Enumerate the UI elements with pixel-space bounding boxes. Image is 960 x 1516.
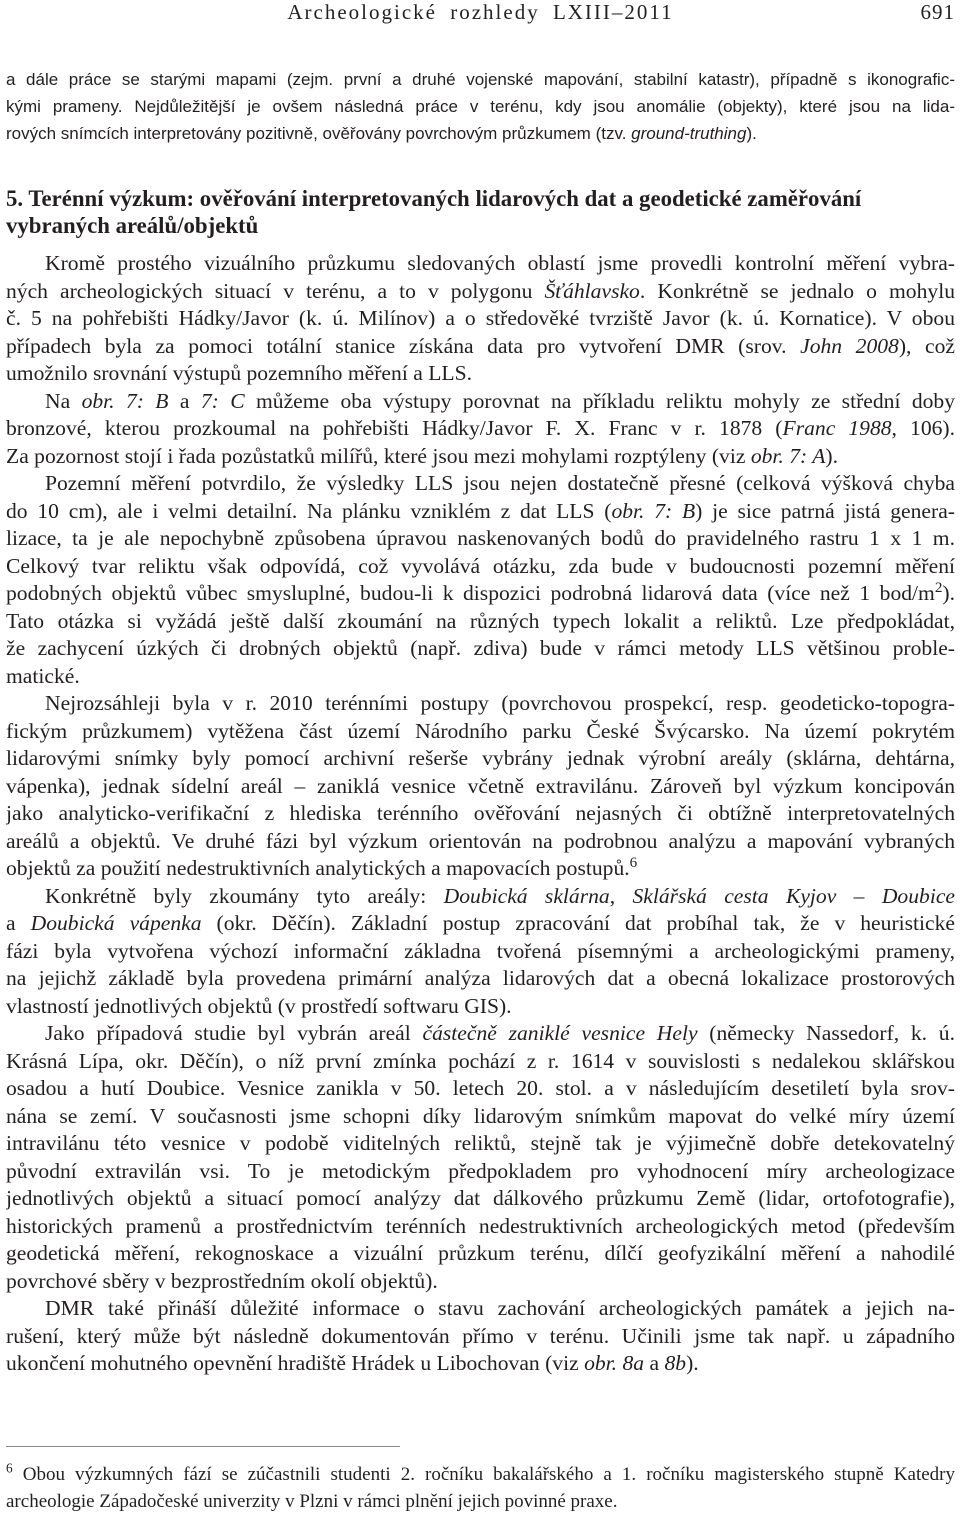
text-run: že zachycení úzkých či drobných objektů (např. zdiva) bude v rámci metody LLS většinou proble-	[6, 636, 955, 660]
text-run: Konkrétně byly zkoumány tyto areály:	[45, 883, 444, 908]
italic-text: Franc 1988	[782, 416, 892, 440]
text-run: ), což	[898, 333, 955, 358]
section-heading	[6, 185, 955, 239]
text-line	[6, 305, 955, 333]
paragraph	[6, 250, 955, 388]
text-line	[6, 120, 955, 147]
text-run: archeologie Západočeské univerzity v Plzni v rámci plnění jejich povinné praxe.	[6, 1491, 618, 1512]
italic-text: obr. 7: A	[750, 443, 826, 468]
text-line	[6, 663, 955, 691]
text-run: Jako případová studie byl vybrán areál	[45, 1021, 423, 1045]
text-line	[6, 415, 955, 443]
text-run: ).	[942, 581, 955, 605]
italic-text: Doubická sklárna	[443, 883, 610, 908]
text-run: Pozemní měření potvrdilo, že výsledky LLS jsou nejen dostatečně přesné (celková výšková chyba	[45, 471, 955, 495]
text-run: Na	[45, 388, 82, 413]
text-line	[6, 635, 955, 663]
text-line	[6, 1185, 955, 1213]
text-run: jednotlivých objektů a situací pomocí analýzy dat dálkového průzkumu Země (lidar, ortofotografie),	[6, 1186, 955, 1210]
italic-text: částečně zaniklé vesnice Hely	[422, 1021, 698, 1045]
text-line	[6, 1075, 955, 1103]
superscript-marker: 2	[934, 580, 943, 596]
text-run: objektů za použití nedestruktivních analytických a mapovacích postupů.	[6, 856, 630, 880]
text-line	[6, 965, 955, 993]
text-line	[6, 470, 955, 498]
text-run: do 10 cm), ale i velmi detailní. Na plánku vzniklém z dat LLS (	[6, 498, 612, 523]
text-run: lizace, ta je ale nepochybně způsobena úpravou naskenovaných bodů do pravidelného rastru 1 x 1 m.	[6, 526, 955, 550]
text-run: (německy Nassedorf, k. ú.	[697, 1021, 955, 1045]
italic-text: Šťáhlavsko	[544, 278, 640, 303]
continued-paragraph	[6, 66, 955, 147]
italic-text: obr. 8a	[584, 1351, 645, 1375]
text-run: . Konkrétně se jednalo o mohylu	[639, 278, 955, 303]
text-run: Celkový tvar reliktu však odpovídá, což vyvolává otázku, zda bude v budoucnosti pozemní měření	[6, 553, 955, 578]
text-line	[6, 1103, 955, 1131]
text-run: fázi byla vytvořena výchozí informační základna tvořená písemnými a archeologickými prameny,	[6, 938, 955, 963]
text-line	[6, 993, 955, 1021]
text-run: , 106).	[891, 416, 955, 440]
page-number: 691	[920, 0, 955, 24]
text-run: ).	[686, 1351, 699, 1375]
text-line	[6, 828, 955, 856]
superscript-marker: 6	[6, 1461, 13, 1476]
paragraph	[6, 388, 955, 471]
text-run: areálů a objektů. Ve druhé fázi byl výzkum orientován na podrobnou analýzu a mapování vybraných	[6, 828, 955, 853]
text-line	[6, 553, 955, 581]
section-body	[6, 250, 955, 1378]
text-run: povrchové sběry v bezprostředním okolí objektů).	[6, 1268, 438, 1293]
text-line	[6, 718, 955, 746]
text-line	[6, 250, 955, 278]
text-line	[6, 93, 955, 120]
text-line	[6, 443, 955, 471]
text-line	[6, 1240, 955, 1268]
text-run: vlastností jednotlivých objektů (v prostředí softwaru GIS).	[6, 993, 512, 1018]
text-run: ).	[746, 124, 757, 143]
text-run: Za pozornost stojí i řada pozůstatků milířů, které jsou mezi mohylami rozptýleny (viz	[6, 443, 751, 468]
text-line	[6, 910, 955, 938]
footnote	[6, 1461, 955, 1515]
text-run: jako analyticko-verifikační z hlediska terénního ověřování nejasných či obtížně interpretovatelných	[6, 801, 955, 825]
text-line	[6, 1020, 955, 1048]
text-line	[6, 608, 955, 636]
text-run: ,	[609, 883, 633, 908]
paragraph	[6, 690, 955, 883]
footnote-separator	[6, 1446, 400, 1447]
text-run: bronzové, kterou prozkoumal na pohřebišti Hádky/Javor F. X. Franc v r. 1878 (	[6, 416, 783, 440]
text-run: a	[6, 911, 31, 935]
paragraph	[6, 1295, 955, 1378]
text-run: Nejrozsáhleji byla v r. 2010 terénními postupy (povrchovou prospekcí, resp. geodeticko-topogra-	[45, 691, 955, 715]
paragraph	[6, 470, 955, 690]
text-line	[6, 1323, 955, 1351]
text-line	[6, 525, 955, 553]
footnote-line	[6, 1488, 955, 1515]
text-line	[6, 690, 955, 718]
text-run: podobných objektů vůbec smysluplné, budou-li k dispozici podrobná lidarová data (více než 1 bod/m	[6, 581, 935, 605]
text-run: Krásná Lípa, okr. Děčín), o níž první zmínka pochází z r. 1614 v souvislosti s nedalekou sklářskou	[6, 1048, 955, 1073]
text-run: ) je sice patrná jistá genera-	[695, 498, 955, 523]
italic-text: Sklářská cesta Kyjov – Doubice	[632, 883, 955, 908]
paragraph	[6, 1020, 955, 1295]
text-line	[6, 333, 955, 361]
text-run: lidarovými snímky byly pomocí archivní rešerše vybrány jednak výrobní areály (sklárna, dehtárna,	[6, 746, 955, 770]
text-run: a dále práce se starými mapami (zejm. první a druhé vojenské mapování, stabilní katastr), případně s ikonografic-	[6, 70, 955, 89]
text-line	[6, 855, 955, 883]
text-line	[6, 360, 955, 388]
text-line	[6, 1268, 955, 1296]
text-line	[6, 388, 955, 416]
text-line	[6, 1213, 955, 1241]
text-line	[6, 773, 955, 801]
text-run: Obou výzkumných fází se zúčastnili studenti 2. ročníku bakalářského a 1. ročníku magisterského stupně Katedry	[12, 1464, 955, 1485]
text-run: případech byla za pomoci totální stanice získána data pro vytvoření DMR (srov.	[6, 333, 801, 358]
text-run: intravilánu této vesnice v podobě viditelných reliktů, stejně tak je výjimečně dobře detekovatelný	[6, 1131, 955, 1155]
text-line	[6, 498, 955, 526]
italic-text: ground-truthing	[631, 124, 747, 143]
italic-text: obr. 7: B	[611, 498, 696, 523]
text-line	[6, 278, 955, 306]
text-run: DMR také přináší důležité informace o stavu zachování archeologických památek a jejich na-	[45, 1296, 955, 1320]
superscript-marker: 6	[629, 855, 638, 871]
italic-text: Doubická vápenka	[30, 911, 202, 935]
text-run: ných archeologických situací v terénu, a to v polygonu	[6, 278, 545, 303]
text-line	[6, 1350, 955, 1378]
text-run: osadou a hutí Doubice. Vesnice zanikla v 50. letech 20. stol. a v následujícím desetiletí byla srov-	[6, 1076, 955, 1100]
text-run: umožnilo srovnání výstupů pozemního měření a LLS.	[6, 361, 472, 385]
italic-text: John 2008	[800, 333, 899, 358]
text-run: vápenka), jednak sídelní areál – zaniklá vesnice včetně extravilánu. Zároveň byl výzkum koncipován	[6, 773, 955, 798]
journal-title: Archeologické rozhledy LXIII–2011	[287, 0, 674, 24]
text-run: rových snímcích interpretovány pozitivně, ověřovány povrchovým průzkumem (tzv.	[6, 124, 632, 143]
text-run: č. 5 na pohřebišti Hádky/Javor (k. ú. Milínov) a o středověké tvrziště Javor (k. ú. Kornatice). V obou	[6, 306, 955, 330]
text-run: ukončení mohutného opevnění hradiště Hrádek u Libochovan (viz	[6, 1351, 585, 1375]
footnote-line	[6, 1461, 955, 1488]
text-run: nána se zemí. V současnosti jsme schopni díky lidarovým snímkům mapovat do velké míry území	[6, 1103, 955, 1128]
heading-line	[6, 212, 955, 239]
text-line	[6, 1130, 955, 1158]
text-line	[6, 938, 955, 966]
text-run: a	[644, 1351, 665, 1375]
text-line	[6, 800, 955, 828]
text-run: geodetická měření, rekognoskace a vizuální průzkum terénu, dílčí geofyzikální měření a nahodilé	[6, 1241, 955, 1265]
text-line	[6, 883, 955, 911]
text-run: 5. Terénní výzkum: ověřování interpretovaných lidarových dat a geodetické zaměřování	[6, 186, 862, 211]
text-run: (okr. Děčín). Základní postup zpracování dat probíhal tak, že v heuristické	[201, 911, 955, 935]
italic-text: 8b	[664, 1351, 687, 1375]
text-line	[6, 745, 955, 773]
text-line	[6, 66, 955, 93]
heading-line	[6, 185, 955, 212]
text-run: původní extravilán vsi. To je metodickým předpokladem pro vyhodnocení míry archeologizace	[6, 1158, 955, 1183]
text-run: můžeme oba výstupy porovnat na příkladu reliktu mohyly ze střední doby	[244, 388, 955, 413]
italic-text: 7: C	[200, 388, 245, 413]
text-run: a	[168, 388, 201, 413]
text-run: historických pramenů a prostřednictvím terénních nedestruktivních archeologických metod (především	[6, 1213, 955, 1238]
text-line	[6, 1158, 955, 1186]
text-line	[6, 580, 955, 608]
text-run: kými prameny. Nejdůležitější je ovšem následná práce v terénu, kdy jsou anomálie (objekty), které jsou na lida-	[6, 97, 955, 116]
running-header	[6, 0, 955, 24]
text-run: Tato otázka si vyžádá ještě další zkoumání na různých typech lokalit a reliktů. Lze předpokládat,	[6, 608, 955, 633]
italic-text: obr. 7: B	[81, 388, 169, 413]
text-run: ).	[825, 443, 838, 468]
paragraph	[6, 883, 955, 1021]
text-line	[6, 1295, 955, 1323]
text-run: Kromě prostého vizuálního průzkumu sledovaných oblastí jsme provedli kontrolní měření vybra-	[45, 251, 955, 275]
text-run: matické.	[6, 663, 80, 688]
text-run: vybraných areálů/objektů	[6, 213, 259, 238]
text-line	[6, 1048, 955, 1076]
text-run: fickým průzkumem) vytěžena část území Národního parku České Švýcarsko. Na území pokrytém	[6, 718, 955, 743]
text-run: na jejichž základě byla provedena primární analýza lidarových dat a obecná lokalizace prostorových	[6, 966, 955, 990]
text-run: rušení, který může být následně dokumentován přímo v terénu. Učinili jsme tak např. u západního	[6, 1323, 955, 1348]
